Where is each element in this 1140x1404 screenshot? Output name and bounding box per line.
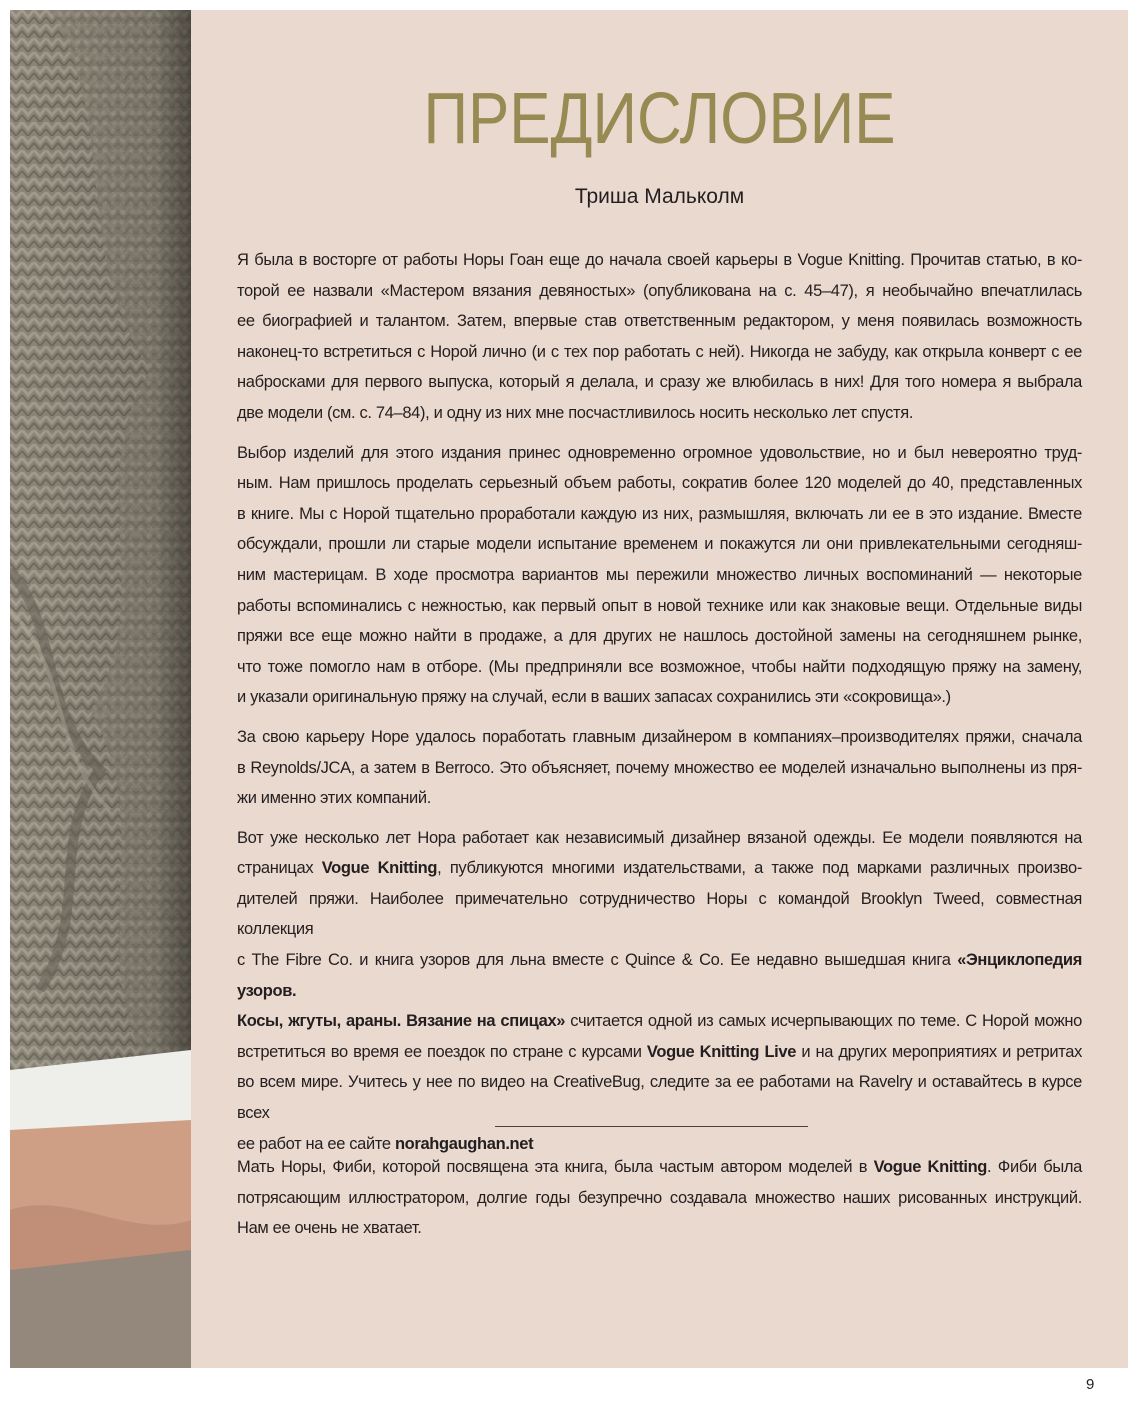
bold-text: Косы, жгуты, араны. Вязание на спицах» [237, 1012, 566, 1031]
divider [495, 1126, 808, 1127]
text-run: Мать Норы, Фиби, которой посвящена эта книга, была частым автором моделей в [237, 1158, 874, 1176]
text-line [237, 1183, 1082, 1214]
page-title: ПРЕДИСЛОВИЕ [423, 79, 896, 159]
text-line [237, 468, 1082, 499]
knit-sweater-photo [10, 10, 191, 1368]
text-line [237, 945, 1082, 1006]
body-text [237, 245, 1082, 1168]
text-line [237, 783, 1082, 814]
text-line [237, 1037, 1082, 1068]
bold-text: Vogue Knitting Live [646, 1042, 797, 1061]
text-run: потрясающим иллюстратором, долгие годы безупречно создавала множество наших рисованных инструкций. [237, 1188, 1082, 1207]
text-run: встретиться во время ее поездок по стране с курсами [237, 1042, 647, 1061]
text-line [237, 1152, 1082, 1183]
text-line [237, 245, 1082, 276]
text-run: работы вспоминались с нежностью, как первый опыт в новой технике или как знаковые вещи. Отдельные виды [237, 596, 1082, 615]
text-line [237, 682, 1082, 713]
text-run: в Reynolds/JCA, а затем в Berroco. Это объясняет, почему множество ее моделей изначально выполнены из пря- [237, 758, 1082, 777]
text-run: , публикуются многими издательствами, а также под марками различных произво- [437, 859, 1082, 878]
text-run: в книге. Мы с Норой тщательно проработали каждую из них, размышляя, включать ли ее в это издание. Вместе [237, 504, 1082, 523]
text-run: дителей пряжи. Наиболее примечательно сотрудничество Норы с командой Brooklyn Tweed, совместная коллекция [237, 889, 1082, 939]
text-run: пряжи все еще можно найти в продаже, а для других не нашлось достойной замены на сегодняшнем рынке, [237, 627, 1082, 646]
text-run: жи именно этих компаний. [237, 789, 431, 808]
text-run: торой ее назвали «Мастером вязания девяностых» (опубликована на с. 45–47), я необычайно впечатлилась [237, 281, 1082, 300]
text-run: с The Fibre Co. и книга узоров для льна вместе с Quince & Co. Ее недавно вышедшая книга [237, 951, 958, 970]
text-line [237, 398, 1082, 429]
text-run: набросками для первого выпуска, который я делала, и сразу же влюбилась в них! Для того номера я выбрала [237, 373, 1082, 392]
text-run: страницах [237, 859, 322, 878]
text-run: Выбор изделий для этого издания принес одновременно огромное удовольствие, но и был невероятно труд- [237, 443, 1082, 462]
text-line [237, 367, 1082, 398]
text-run: и на других мероприятиях и ретритах [796, 1042, 1082, 1061]
text-run: наконец-то встретиться с Норой лично (и с тех пор работать с ней). Никогда не забуду, как открыла конверт с ее [237, 342, 1082, 361]
text-line [237, 499, 1082, 530]
text-line [237, 823, 1082, 854]
text-line [237, 1067, 1082, 1128]
text-line [237, 529, 1082, 560]
text-line [237, 1213, 1082, 1244]
text-line [237, 276, 1082, 307]
text-run: во всем мире. Учитесь у нее по видео на CreativeBug, следите за ее работами на Ravelry и оставайтесь в курсе всех [237, 1073, 1082, 1123]
text-line [237, 560, 1082, 591]
text-panel [191, 10, 1128, 1368]
text-line [237, 306, 1082, 337]
text-run: две модели (см. с. 74–84), и одну из них мне посчастливилось носить несколько лет спустя. [237, 403, 914, 422]
text-line [237, 722, 1082, 753]
text-run: ним мастерицам. В ходе просмотра вариантов мы пережили множество личных воспоминаний — некоторые [237, 565, 1082, 584]
bold-text: Vogue Knitting [321, 859, 438, 878]
text-run: Я была в восторге от работы Норы Гоан еще до начала своей карьеры в Vogue Knitting. Прочитав статью, в ко- [237, 251, 1082, 269]
text-line [237, 591, 1082, 622]
text-line [237, 753, 1082, 784]
bold-text: Vogue Knitting [873, 1158, 988, 1176]
text-line [237, 337, 1082, 368]
dedication-note [237, 1152, 1082, 1244]
text-line [237, 438, 1082, 469]
bold-text: norahgaughan.net [394, 1134, 534, 1153]
paragraph [237, 438, 1082, 713]
text-run: что тоже помогло нам в отборе. (Мы предприняли все возможное, чтобы найти подходящую пряжу на замену, [237, 657, 1082, 676]
text-run: ным. Нам пришлось проделать серьезный объем работы, сократив более 120 моделей до 40, представленных [237, 474, 1082, 493]
text-run: считается одной из самых исчерпывающих по теме. С Норой можно [565, 1012, 1082, 1031]
bold-text: «Энциклопедия узоров. [237, 951, 1082, 1000]
paragraph [237, 245, 1082, 429]
paragraph [237, 722, 1082, 814]
text-run: Вот уже несколько лет Нора работает как независимый дизайнер вязаной одежды. Ее модели появляются на [237, 828, 1082, 847]
text-line [237, 884, 1082, 945]
text-line [237, 853, 1082, 884]
text-line [237, 652, 1082, 683]
text-run: и указали оригинальную пряжу на случай, если в ваших запасах сохранились эти «сокровища».) [237, 688, 951, 707]
paragraph [237, 823, 1082, 1160]
text-run: обсуждали, прошли ли старые модели испытание временем и покажутся ли они привлекательными сегодняш- [237, 535, 1082, 554]
text-run: ее биографией и талантом. Затем, впервые став ответственным редактором, у меня появилась возможность [237, 312, 1082, 331]
text-run: За свою карьеру Норе удалось поработать главным дизайнером в компаниях–производителях пряжи, сначала [237, 727, 1082, 746]
page-number: 9 [1086, 1376, 1095, 1393]
text-line [237, 1006, 1082, 1037]
text-line [237, 621, 1082, 652]
author-name: Триша Мальколм [574, 185, 745, 208]
text-run: ее работ на ее сайте [237, 1134, 395, 1153]
text-run: Нам ее очень не хватает. [237, 1219, 422, 1238]
text-run: . Фиби была [987, 1158, 1082, 1176]
